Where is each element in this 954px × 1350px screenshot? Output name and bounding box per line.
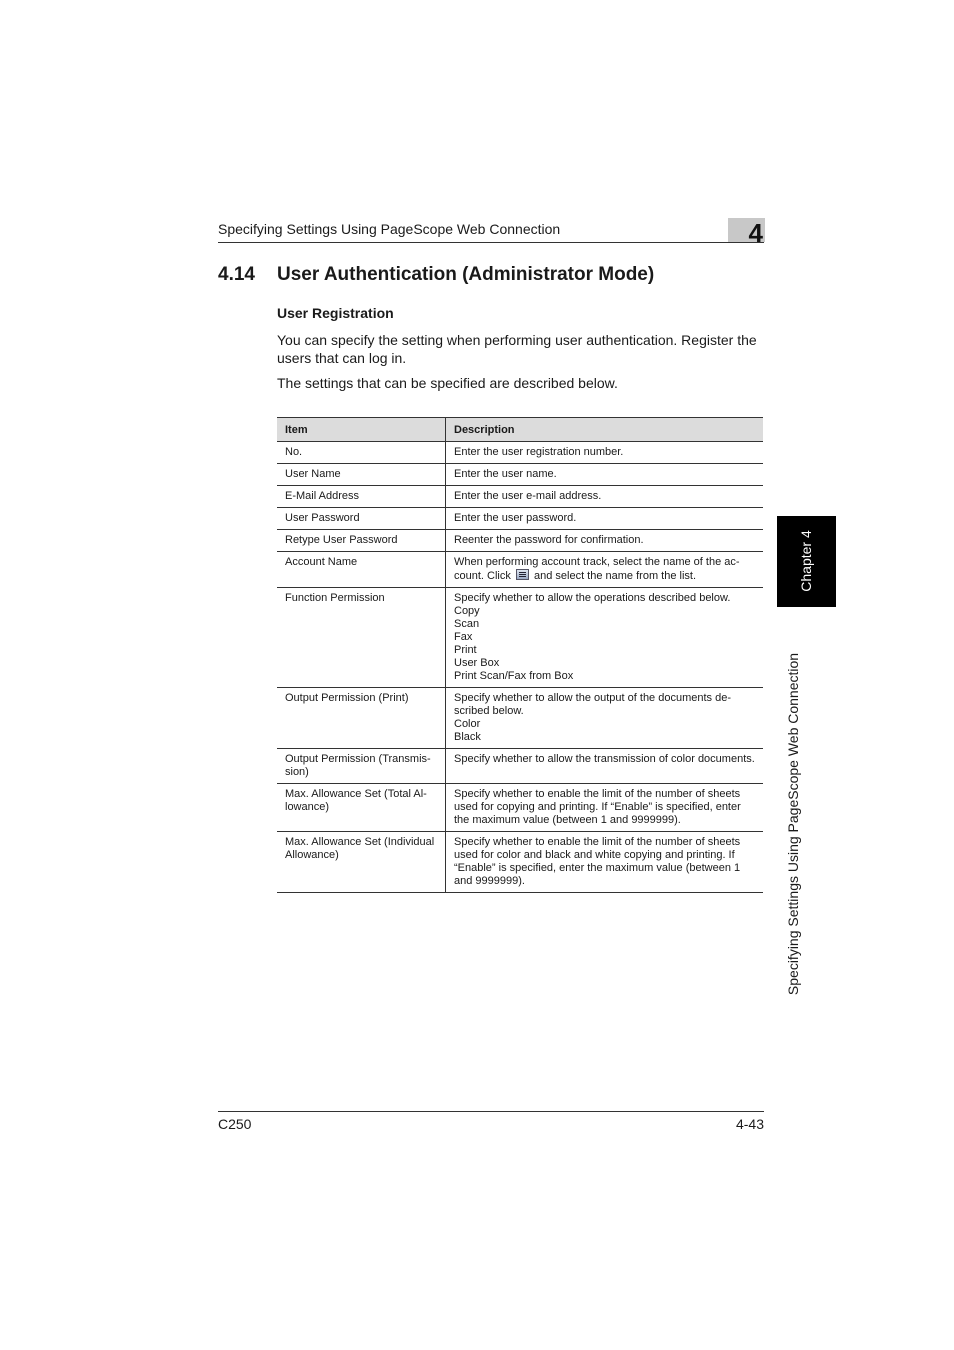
table-row [277, 588, 763, 688]
sub-item: Color [454, 718, 481, 730]
table-row [277, 784, 763, 832]
sub-item: Fax [454, 631, 473, 643]
sub-item: Black [454, 731, 481, 743]
table-header-row [277, 418, 763, 442]
sub-item: Copy [454, 605, 480, 617]
description-before-icon: When performing account track, select the name of the ac-count. Click [454, 556, 740, 582]
row-item: User Name [277, 464, 446, 486]
table-row [277, 486, 763, 508]
row-item: E-Mail Address [277, 486, 446, 508]
table-row [277, 832, 763, 893]
row-item: Output Permission (Print) [277, 688, 446, 749]
row-description: Enter the user e-mail address. [446, 486, 764, 508]
chapter-number: 4 [748, 218, 763, 248]
section-title [218, 264, 654, 286]
row-description: Specify whether to enable the limit of the number of sheets used for color and black and white copying and printing. If “Enable” is specified, enter the maximum value (between 1 and 9999999). [446, 832, 764, 893]
description-text: Specify whether to allow the operations described below. [454, 592, 731, 604]
row-item: User Password [277, 508, 446, 530]
sub-item: Scan [454, 618, 480, 630]
running-header [218, 219, 764, 243]
chapter-tab-label: Chapter 4 [798, 530, 814, 592]
chapter-side-tab [777, 516, 836, 607]
footer-page-number: 4-43 [735, 1116, 764, 1132]
row-item: No. [277, 442, 446, 464]
sub-item: User Box [454, 657, 500, 669]
side-caption: Specifying Settings Using PageScope Web Connection [785, 652, 801, 996]
section-number: 4.14 [218, 264, 255, 285]
sub-item: Print [454, 644, 477, 656]
column-header-item: Item [277, 418, 446, 442]
table-row [277, 688, 763, 749]
row-description [446, 688, 764, 749]
list-button-icon [516, 569, 529, 580]
description-text: Specify whether to allow the output of the documents de-scribed below. [454, 692, 731, 717]
row-description: Specify whether to allow the transmission of color documents. [446, 749, 764, 784]
row-description [446, 552, 764, 588]
description-after-icon: and select the name from the list. [533, 570, 697, 582]
row-item: Retype User Password [277, 530, 446, 552]
sub-item: Print Scan/Fax from Box [454, 670, 574, 682]
subheading: User Registration [277, 305, 394, 321]
row-item: Max. Allowance Set (Total Al-lowance) [277, 784, 446, 832]
table-row [277, 552, 763, 588]
row-item: Output Permission (Transmis-sion) [277, 749, 446, 784]
row-item: Max. Allowance Set (Individual Allowance) [277, 832, 446, 893]
table-row [277, 508, 763, 530]
row-description: Specify whether to enable the limit of the number of sheets used for copying and printing. If “Enable” is specified, enter the maximum value (between 1 and 9999999). [446, 784, 764, 832]
intro-paragraph: You can specify the setting when performing user authentication. Register the users that can log in. [277, 332, 757, 366]
table-row [277, 530, 763, 552]
table-row [277, 464, 763, 486]
settings-table [277, 417, 763, 893]
row-description: Reenter the password for confirmation. [446, 530, 764, 552]
row-description: Enter the user name. [446, 464, 764, 486]
settings-paragraph: The settings that can be specified are described below. [277, 375, 618, 391]
page-footer [218, 1111, 764, 1136]
row-description: Enter the user password. [446, 508, 764, 530]
row-item: Function Permission [277, 588, 446, 688]
section-title-text: User Authentication (Administrator Mode) [277, 264, 655, 285]
running-title: Specifying Settings Using PageScope Web Connection [218, 221, 561, 237]
footer-model: C250 [218, 1116, 252, 1132]
row-item: Account Name [277, 552, 446, 588]
table-row [277, 442, 763, 464]
row-description: Enter the user registration number. [446, 442, 764, 464]
table-row [277, 749, 763, 784]
column-header-description: Description [446, 418, 764, 442]
row-description [446, 588, 764, 688]
chapter-number-box [728, 218, 765, 248]
